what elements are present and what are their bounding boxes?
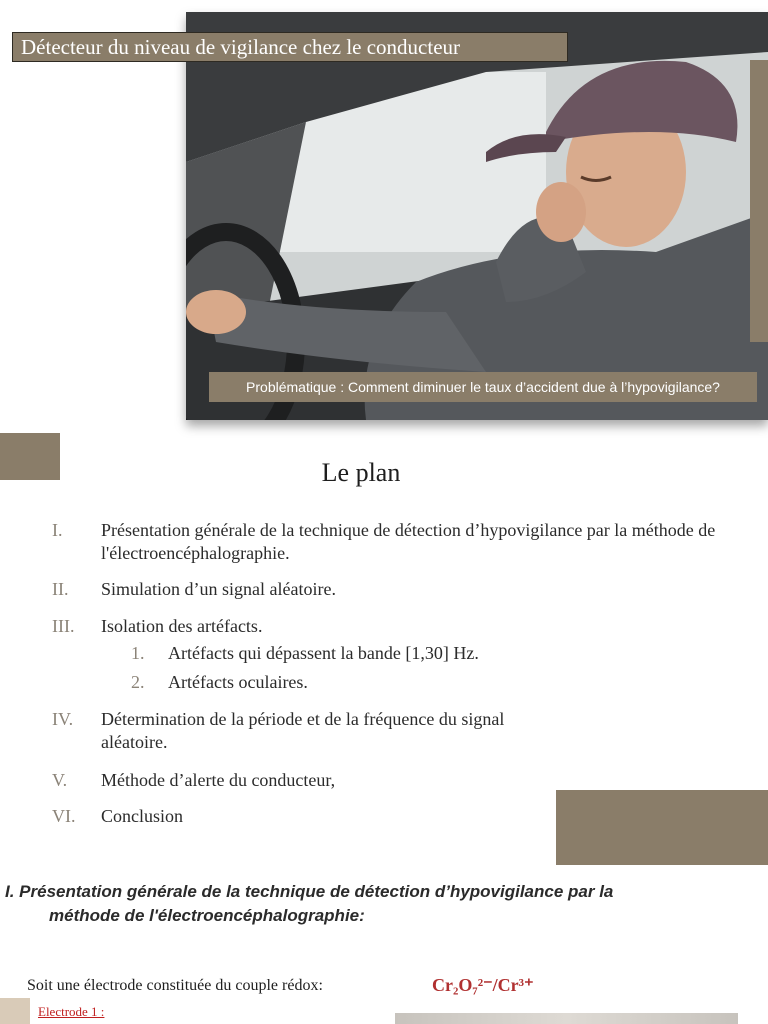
plan-item-number: III. bbox=[52, 616, 75, 636]
plan-subitem-text: Artéfacts qui dépassent la bande [1,30] Hz. bbox=[168, 643, 479, 663]
plan-item-number: V. bbox=[52, 770, 68, 790]
electrode-image bbox=[395, 1013, 738, 1024]
plan-item-number: II. bbox=[52, 579, 69, 599]
section-heading-line2: méthode de l'électroencéphalographie: bbox=[49, 906, 365, 925]
plan-item-text: Détermination de la période et de la fréquence du signal aléatoire. bbox=[101, 709, 505, 752]
plan-subitem-text: Artéfacts oculaires. bbox=[168, 672, 308, 692]
plan-item-text: Présentation générale de la technique de détection d’hypovigilance par la méthode de l'électroencéphalographie. bbox=[101, 520, 716, 563]
plan-item-text: Simulation d’un signal aléatoire. bbox=[101, 579, 336, 599]
plan-item-number: IV. bbox=[52, 709, 74, 729]
plan-subitem-number: 2. bbox=[131, 672, 145, 692]
redox-formula: Cr₂O₇²⁻/Cr³⁺ bbox=[432, 975, 534, 995]
drowsy-driver-photo bbox=[186, 12, 768, 420]
decorative-strip-right bbox=[750, 60, 768, 342]
plan-subitem-number: 1. bbox=[131, 643, 145, 663]
plan-item-text: Isolation des artéfacts. bbox=[101, 616, 263, 636]
electrode-label: Electrode 1 : bbox=[38, 1004, 105, 1019]
decorative-block-bottom bbox=[0, 998, 30, 1024]
problem-statement: Problématique : Comment diminuer le taux d’accident due à l’hypovigilance? bbox=[209, 372, 757, 402]
section-heading bbox=[5, 880, 735, 928]
plan-item-number: VI. bbox=[52, 806, 76, 826]
plan-item-text: Méthode d’alerte du conducteur, bbox=[101, 770, 336, 790]
plan-item-text: Conclusion bbox=[101, 806, 184, 826]
plan-title: Le plan bbox=[321, 458, 401, 487]
decorative-block-right bbox=[556, 790, 768, 865]
redox-sentence: Soit une électrode constituée du couple rédox: bbox=[27, 977, 323, 994]
presentation-title: Détecteur du niveau de vigilance chez le conducteur bbox=[12, 32, 568, 62]
plan-item-number: I. bbox=[52, 520, 63, 540]
section-heading-line1: I. Présentation générale de la technique de détection d’hypovigilance par la bbox=[5, 882, 614, 901]
driver-illustration bbox=[186, 12, 768, 420]
